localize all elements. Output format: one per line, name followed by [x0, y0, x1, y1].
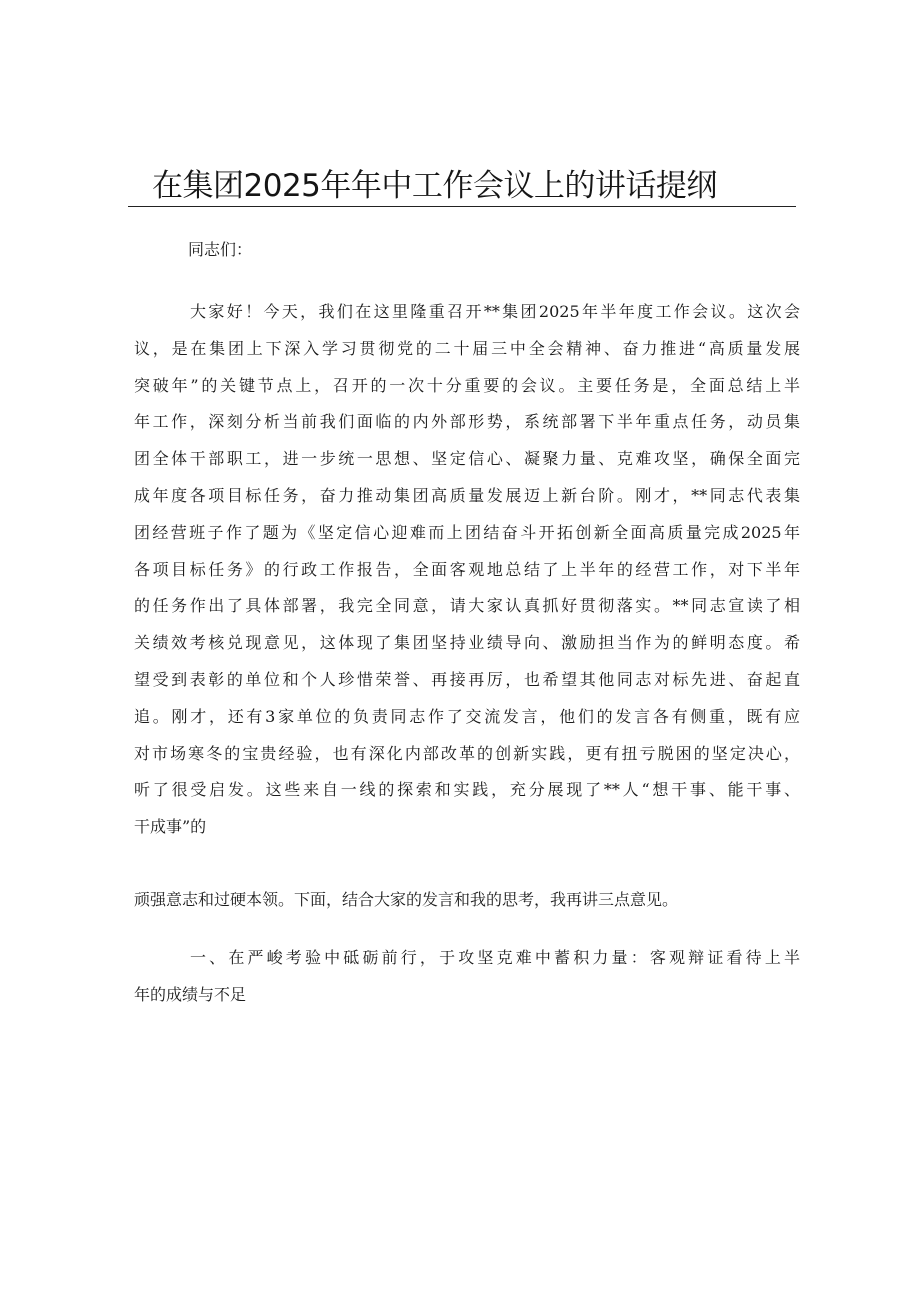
paragraph-line: 望受到表彰的单位和个人珍惜荣誉、再接再厉，也希望其他同志对标先进、奋起直	[134, 669, 800, 689]
paragraph-line: 各项目标任务》的行政工作报告，全面客观地总结了上半年的经营工作，对下半年	[134, 559, 800, 579]
paragraph-line: 追。刚才，还有3家单位的负责同志作了交流发言，他们的发言各有侧重，既有应	[134, 706, 800, 726]
paragraph-line: 干成事”的	[134, 817, 207, 837]
paragraph-line: 年工作，深刻分析当前我们面临的内外部形势，系统部署下半年重点任务，动员集	[134, 412, 800, 432]
title-underline	[128, 206, 796, 207]
paragraph-line: 团全体干部职工，进一步统一思想、坚定信心、凝聚力量、克难攻坚，确保全面完	[134, 449, 800, 469]
document-title: 在集团2025年年中工作会议上的讲话提纲	[152, 168, 717, 204]
paragraph-line: 关绩效考核兑现意见，这体现了集团坚持业绩导向、激励担当作为的鲜明态度。希	[134, 633, 800, 653]
paragraph-line: 议，是在集团上下深入学习贯彻党的二十届三中全会精神、奋力推进“高质量发展	[134, 338, 800, 358]
paragraph-line: 的任务作出了具体部署，我完全同意，请大家认真抓好贯彻落实。**同志宣读了相	[134, 596, 800, 616]
salutation: 同志们：	[188, 240, 253, 259]
paragraph-line: 对市场寒冬的宝贵经验，也有深化内部改革的创新实践，更有扭亏脱困的坚定决心，	[134, 743, 800, 763]
section-heading-line: 一、在严峻考验中砥砺前行，于攻坚克难中蓄积力量：客观辩证看待上半	[190, 948, 800, 967]
section-heading-one	[134, 940, 800, 1014]
section-heading-line: 年的成绩与不足	[134, 984, 247, 1004]
paragraph-line: 顽强意志和过硬本领。下面，结合大家的发言和我的思考，我再讲三点意见。	[134, 890, 679, 909]
opening-paragraph	[134, 294, 800, 846]
paragraph-line: 团经营班子作了题为《坚定信心迎难而上团结奋斗开拓创新全面高质量完成2025年	[134, 522, 800, 542]
paragraph-line: 大家好！今天，我们在这里隆重召开**集团2025年半年度工作会议。这次会	[190, 302, 800, 321]
paragraph-line: 听了很受启发。这些来自一线的探索和实践，充分展现了**人“想干事、能干事、	[134, 780, 800, 800]
paragraph-line: 突破年”的关键节点上，召开的一次十分重要的会议。主要任务是，全面总结上半	[134, 375, 800, 395]
paragraph-line: 成年度各项目标任务，奋力推动集团高质量发展迈上新台阶。刚才，**同志代表集	[134, 485, 800, 505]
transition-paragraph	[134, 882, 800, 919]
